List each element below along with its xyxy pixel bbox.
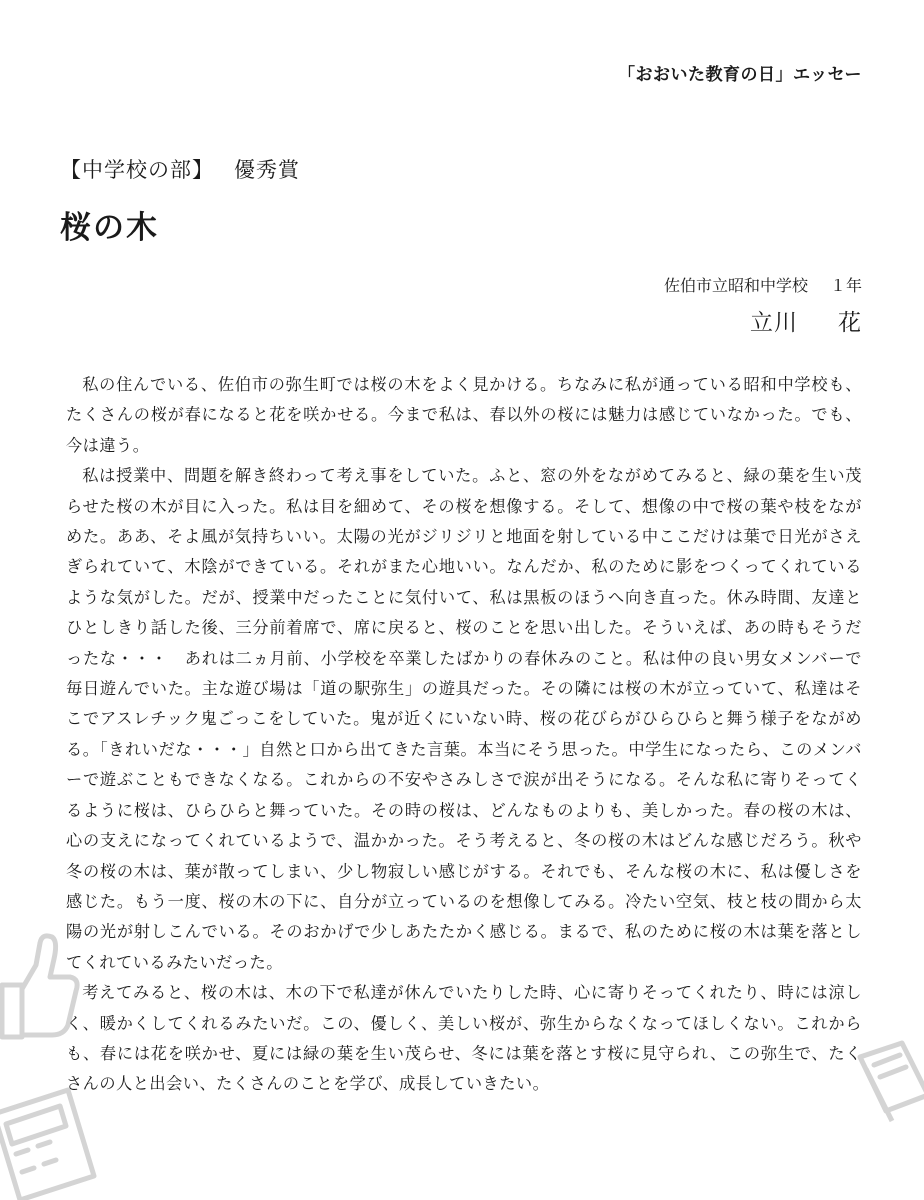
- grade-label: １年: [829, 276, 862, 295]
- essay-paragraph: 私は授業中、問題を解き終わって考え事をしていた。ふと、窓の外をながめてみると、緑の葉を生い茂らせた桜の木が目に入った。私は目を細めて、その桜を想像する。そして、想像の中で桜の葉や枝をながめた。ああ、そよ風が気持ちいい。太陽の光がジリジリと地面を射している中ここだけは葉で日光がさえぎられていて、木陰ができている。それがまた心地いい。なんだか、私のために影をつくってくれているような気がした。だが、授業中だったことに気付いて、私は黒板のほうへ向き直った。休み時間、友達とひとしきり話した後、三分前着席で、席に戻ると、桜のことを思い出した。そういえば、あの時もそうだったな・・・ あれは二ヵ月前、小学校を卒業したばかりの春休みのこと。私は仲の良い男女メンバーで毎日遊んでいた。主な遊び場は「道の駅弥生」の遊具だった。その隣には桜の木が立っていて、私達はそこでアスレチック鬼ごっこをしていた。鬼が近くにいない時、桜の花びらがひらひらと舞う様子をながめる。「きれいだな・・・」自然と口から出てきた言葉。本当にそう思った。中学生になったら、このメンバーで遊ぶこともできなくなる。これからの不安やさみしさで涙が出そうになる。そんな私に寄りそってくるように桜は、ひらひらと舞っていた。その時の桜は、どんなものよりも、美しかった。春の桜の木は、心の支えになってくれているようで、温かかった。そう考えると、冬の桜の木はどんな感じだろう。秋や冬の桜の木は、葉が散ってしまい、少し物寂しい感じがする。それでも、そんな桜の木に、私は優しさを感じた。もう一度、桜の木の下に、自分が立っているのを想像してみる。冷たい空気、枝と枝の間から太陽の光が射しこんでいる。そのおかげで少しあたたかく感じる。まるで、私のために桜の木は葉を落としてくれているみたいだった。: [66, 466, 862, 972]
- author-family-name: 立川: [750, 310, 798, 336]
- essay-body: [66, 370, 862, 1100]
- essay-paragraph: 私の住んでいる、佐伯市の弥生町では桜の木をよく見かける。ちなみに私が通っている昭和中学校も、たくさんの桜が春になると花を咲かせる。今まで私は、春以外の桜には魅力は感じていなかった。でも、今は違う。: [66, 375, 862, 455]
- author-name: [600, 304, 862, 337]
- author-school-line: [500, 273, 862, 296]
- book-icon: [852, 1035, 924, 1125]
- school-name: 佐伯市立昭和中学校: [663, 276, 808, 295]
- series-title: 「おおいた教育の日」エッセー: [618, 65, 862, 85]
- division-label: 【中学校の部】: [60, 158, 214, 182]
- essay-title: 桜の木: [60, 210, 159, 246]
- section-label: [60, 154, 300, 184]
- essay-paragraph: 考えてみると、桜の木は、木の下で私達が休んでいたりした時、心に寄りそってくれたり、時には涼しく、暖かくしてくれるみたいだ。この、優しく、美しい桜が、弥生からなくなってほしくない。これからも、春には花を咲かせ、夏には緑の葉を生い茂らせ、冬には葉を落とす桜に見守られ、この弥生で、たくさんの人と出会い、たくさんのことを学び、成長していきたい。: [66, 983, 862, 1094]
- author-given-name: 花: [838, 310, 862, 336]
- award-label: 優秀賞: [234, 158, 300, 182]
